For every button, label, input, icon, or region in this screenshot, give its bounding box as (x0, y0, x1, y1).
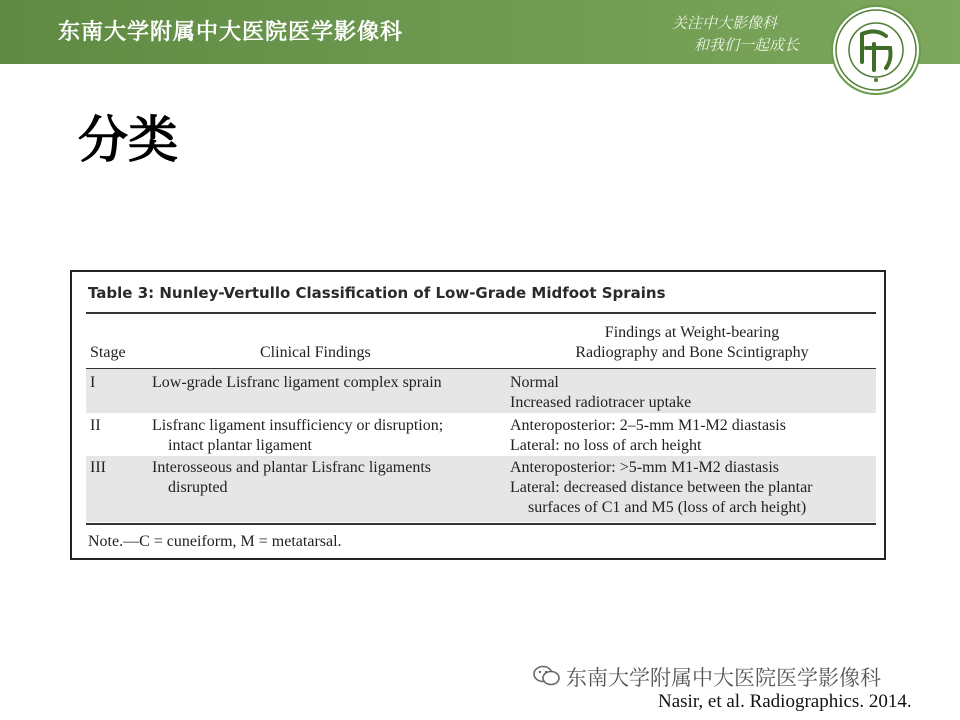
header-findings-line1: Findings at Weight-bearing (604, 324, 780, 341)
row-3-findings-1: Anteroposterior: >5-mm M1-M2 diastasis (510, 459, 779, 476)
row-3-findings-3: surfaces of C1 and M5 (loss of arch height) (528, 499, 807, 516)
header-bar (0, 0, 960, 64)
row-2-findings-1: Anteroposterior: 2–5-mm M1-M2 diastasis (510, 417, 786, 434)
row-2-findings-2: Lateral: no loss of arch height (510, 437, 702, 454)
table-top-rule (86, 312, 876, 314)
row-1-stage: I (90, 374, 96, 391)
header-slogan (672, 12, 822, 56)
row-2-clinical-1: Lisfranc ligament insufficiency or disruption; (152, 417, 444, 434)
table-caption: Table 3: Nunley-Vertullo Classification of Low-Grade Midfoot Sprains (88, 284, 666, 302)
row-3-findings-2: Lateral: decreased distance between the plantar (510, 479, 813, 496)
hospital-logo (830, 4, 922, 96)
header-stage: Stage (90, 344, 126, 361)
row-1-findings-1: Normal (510, 374, 559, 391)
header-findings-line2: Radiography and Bone Scintigraphy (575, 344, 809, 361)
row-1-findings-2: Increased radiotracer uptake (510, 394, 692, 411)
row-1-clinical: Low-grade Lisfranc ligament complex sprain (152, 374, 442, 391)
row-3-clinical-2: disrupted (168, 479, 228, 496)
footer-watermark: 东南大学附属中大医院医学影像科 (566, 666, 881, 690)
row-2-stage: II (90, 417, 101, 434)
slogan-line-1: 关注中大影像科 (672, 14, 778, 32)
row-3-stage: III (90, 459, 106, 476)
header-title: 东南大学附属中大医院医学影像科 (58, 20, 404, 45)
classification-table (70, 270, 886, 560)
header-clinical: Clinical Findings (260, 344, 371, 361)
slogan-line-2: 和我们一起成长 (694, 36, 800, 54)
wechat-icon (532, 664, 562, 692)
row-3-clinical-1: Interosseous and plantar Lisfranc ligaments (152, 459, 432, 476)
table-note: Note.—C = cuneiform, M = metatarsal. (88, 533, 342, 550)
table-bottom-rule (86, 523, 876, 525)
hospital-seal-icon (830, 4, 922, 96)
citation: Nasir, et al. Radiographics. 2014. (658, 691, 912, 712)
page-title: 分类 (78, 111, 178, 169)
row-2-clinical-2: intact plantar ligament (168, 437, 312, 454)
